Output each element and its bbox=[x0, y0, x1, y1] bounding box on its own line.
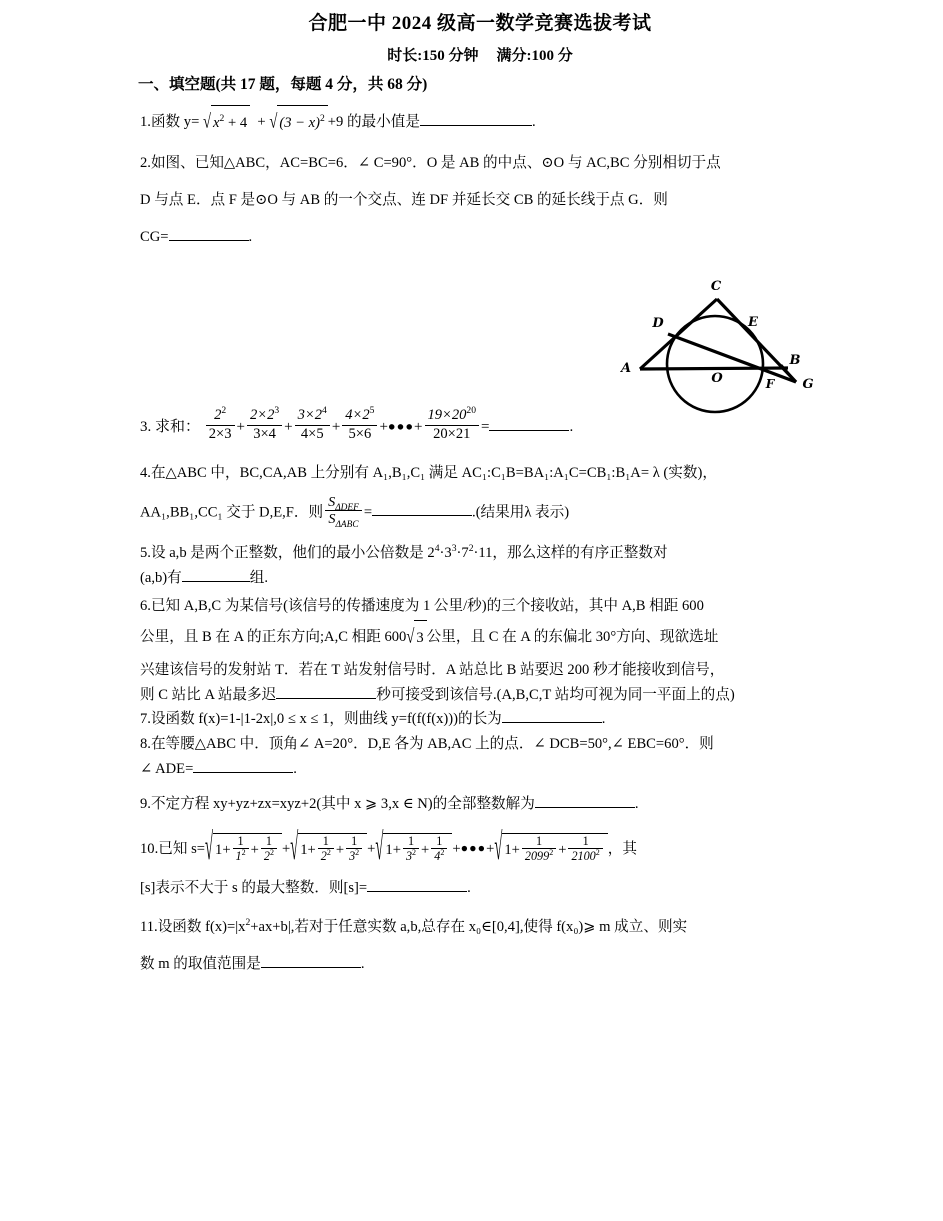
q6-radical: √ 3 bbox=[406, 620, 426, 655]
q4-den-S: S bbox=[328, 511, 336, 528]
q10-t1-f2-den: 2 bbox=[263, 849, 270, 864]
q8-answer-blank[interactable] bbox=[193, 772, 293, 773]
q5-line1-d: ·11，那么这样的有序正整数对 bbox=[473, 545, 668, 562]
q10-t3-one: 1 bbox=[385, 841, 393, 858]
q10-number: 10. bbox=[140, 840, 159, 857]
segment-AB bbox=[640, 368, 788, 369]
q4-den-sub: ΔABC bbox=[335, 520, 359, 531]
page-title: 合肥一中 2024 级高一数学竞赛选拔考试 bbox=[308, 13, 652, 34]
q3-t5-den: 20×21 bbox=[425, 425, 480, 443]
q5-line1-b: ·3 bbox=[439, 545, 452, 562]
question-10-line-2 bbox=[140, 872, 820, 905]
q6-line4-suffix: 秒可接受到该信号.(A,B,C,T 站均可视为同一平面上的点) bbox=[376, 686, 735, 703]
q10-t2-f1-num: 1 bbox=[322, 833, 329, 848]
q10-ellipsis: ●●● bbox=[460, 841, 487, 856]
q10-t1-f2: $\frac{1}{2^2}$ bbox=[261, 834, 277, 864]
question-11-line-2 bbox=[140, 948, 820, 981]
q3-t3-exp: 4 bbox=[322, 405, 327, 417]
q10-t1-f1-den: 1 bbox=[235, 849, 242, 864]
question-5-line-2 bbox=[140, 567, 820, 591]
question-2-line-3 bbox=[140, 221, 820, 254]
q3-t4-den: 5×6 bbox=[342, 425, 377, 443]
figure-label-E: E bbox=[748, 315, 758, 330]
q6-line2-b: 公里，且 C 在 A 的东偏北 30°方向、现欲选址 bbox=[426, 628, 719, 645]
q9-text: 不定方程 xy+yz+zx=xyz+2(其中 x ⩾ 3,x ∈ N)的全部整数解为 bbox=[150, 796, 535, 813]
q11-number: 11. bbox=[140, 919, 158, 936]
q3-t3-den: 4×5 bbox=[295, 425, 330, 443]
q10-period: . bbox=[467, 879, 471, 896]
q7-period: . bbox=[601, 711, 606, 728]
q6-line4-prefix: 则 C 站比 A 站最多迟 bbox=[140, 686, 277, 703]
q3-t2-den: 3×4 bbox=[247, 425, 282, 443]
q10-radical-2: √ 1+ $\frac{1}{2^2}$ + $\frac{1}{3^2}$ bbox=[290, 833, 367, 866]
q3-ellipsis: ●●● bbox=[387, 418, 415, 433]
q10-line2-a: [s]表示不大于 s 的最大整数．则[s]= bbox=[140, 879, 368, 896]
figure-label-F: F bbox=[765, 377, 775, 391]
figure-label-C: C bbox=[710, 279, 722, 294]
q10-t1-one: 1 bbox=[215, 841, 223, 858]
q3-term-4 bbox=[342, 407, 377, 442]
q1-rad1-exp: 2 bbox=[219, 113, 225, 125]
q5-line1-c: ·7 bbox=[456, 545, 469, 562]
q10-radical-last: √ 1+ $\frac{1}{2099^2}$ + $\frac{1}{2100^2}$ bbox=[494, 833, 607, 866]
geometry-diagram-svg bbox=[600, 272, 850, 424]
q6-line1: 已知 A,B,C 为某信号(该信号的传播速度为 1 公里/秒)的三个接收站，其中 A,B 相距 600 bbox=[150, 598, 704, 615]
q2-answer-blank[interactable] bbox=[169, 240, 249, 241]
figure-label-D: D bbox=[652, 316, 664, 331]
q6-line3: 兴建该信号的发射站 T．若在 T 站发射信号时．A 站总比 B 站要迟 200 秒才能接收到信号， bbox=[140, 661, 725, 678]
q10-t4-f1-den: 2099 bbox=[524, 849, 550, 864]
exam-total-score: 满分:100 分 bbox=[496, 47, 573, 64]
q2-line2: D 与点 E．点 F 是⊙O 与 AB 的一个交点、连 DF 并延长交 CB 的延长线于点 G．则 bbox=[140, 191, 668, 208]
q1-radical-1: √ $x^2 + 4$ bbox=[203, 105, 250, 140]
q5-answer-blank[interactable] bbox=[182, 581, 250, 582]
q1-rad2-body: (3 − x) bbox=[279, 115, 320, 132]
q9-number: 9. bbox=[140, 796, 151, 813]
q4-num-S: S bbox=[328, 493, 336, 510]
q8-period: . bbox=[293, 760, 297, 777]
question-1 bbox=[140, 105, 820, 140]
q11-period: . bbox=[360, 956, 365, 973]
q10-t1-f1: $\frac{1}{1^2}$ bbox=[233, 834, 249, 864]
q5-line2-prefix: (a,b)有 bbox=[140, 569, 182, 586]
q2-period: . bbox=[248, 228, 253, 245]
question-8-line-1 bbox=[140, 733, 820, 757]
question-2-figure bbox=[600, 272, 850, 424]
q1-number: 1. bbox=[140, 114, 151, 131]
q3-term-1 bbox=[206, 407, 235, 442]
q5-exp-1: 4 bbox=[434, 543, 440, 555]
q11-answer-blank[interactable] bbox=[261, 967, 361, 968]
figure-label-A: A bbox=[620, 361, 632, 376]
q3-t1-den: 2×3 bbox=[206, 425, 235, 443]
q3-t2-exp: 3 bbox=[274, 405, 280, 417]
q3-t1-num: 2 bbox=[214, 407, 222, 424]
q10-t3-f2: $\frac{1}{4^2}$ bbox=[431, 834, 447, 864]
q4-area-ratio bbox=[325, 493, 362, 531]
q2-line3-prefix: CG= bbox=[140, 228, 169, 245]
q11-line1-a: 设函数 f(x)=|x bbox=[157, 919, 246, 936]
q10-t1-f1-num: 1 bbox=[237, 833, 244, 848]
question-6-line-4 bbox=[140, 684, 820, 708]
q8-line1: 在等腰△ABC 中．顶角∠ A=20°．D,E 各为 AB,AC 上的点．∠ DCB=50°,∠ EBC=60°．则 bbox=[150, 735, 714, 752]
q1-lead: 函数 y= bbox=[150, 114, 200, 131]
q10-t3-f2-den: 4 bbox=[434, 849, 441, 864]
q4-number: 4. bbox=[140, 464, 151, 481]
question-4-line-2 bbox=[140, 493, 820, 531]
q10-t2-f1: $\frac{1}{2^2}$ bbox=[318, 834, 334, 864]
page-content bbox=[140, 12, 820, 985]
exam-meta bbox=[140, 47, 820, 67]
q1-rad1-body: x bbox=[213, 115, 220, 132]
q10-answer-blank[interactable] bbox=[367, 891, 467, 892]
segment-AC bbox=[640, 299, 717, 369]
q3-period: . bbox=[569, 418, 574, 435]
question-4-line-1 bbox=[140, 457, 820, 490]
q4-line2-suffix: .(结果用λ 表示) bbox=[472, 504, 570, 521]
q3-t3-num: 3×2 bbox=[297, 407, 323, 424]
q10-t4-f2-num: 1 bbox=[582, 833, 589, 848]
question-10-line-1: 10. 已知 s= √ 1+ $\frac{1}{1^2}$ + $\frac{1}{2^2}$ + √ 1+ $\frac{1}{2^2}$ + $\frac{1}{3^2}$ + √ 1+ $\frac{1}{3^2}$ + $\frac{1}{4^2}$ + ●●● + √ 1+ $\frac{1}{2099^2}$ + $\frac{1}{2100^2}$ ，其 bbox=[140, 827, 637, 870]
q3-t4-exp: 5 bbox=[369, 405, 375, 417]
q10-t3-f2-num: 1 bbox=[436, 833, 443, 848]
q6-number: 6. bbox=[140, 598, 151, 615]
q5-line1-a: 设 a,b 是两个正整数，他们的最小公倍数是 2 bbox=[150, 545, 435, 562]
q11-line2-prefix: 数 m 的取值范围是 bbox=[140, 956, 261, 973]
q4-equals: = bbox=[363, 504, 373, 521]
question-8-line-2 bbox=[140, 758, 820, 782]
q10-t2-f2-num: 1 bbox=[351, 833, 358, 848]
exam-duration: 时长:150 分钟 bbox=[387, 47, 479, 64]
q4-line1: 在△ABC 中，BC,CA,AB 上分别有 A₁,B₁,C₁ 满足 AC₁:C₁B=BA₁:A₁C=CB₁:B₁A= λ (实数)， bbox=[150, 464, 717, 481]
question-6-line-3 bbox=[140, 659, 820, 683]
q3-term-3 bbox=[295, 407, 330, 442]
q10-tail: ，其 bbox=[607, 840, 637, 857]
q1-period: . bbox=[531, 114, 536, 131]
q3-lead: 求和： bbox=[155, 418, 201, 435]
q1-answer-blank[interactable] bbox=[420, 125, 532, 126]
q4-line2-prefix: AA₁,BB₁,CC₁ 交于 D,E,F．则 bbox=[140, 504, 324, 521]
q11-exp: 2 bbox=[245, 917, 251, 929]
figure-label-G: G bbox=[802, 377, 814, 392]
q6-line2-a: 公里，且 B 在 A 的正东方向;A,C 相距 600 bbox=[140, 628, 407, 645]
q10-t3-f1: $\frac{1}{3^2}$ bbox=[403, 834, 419, 864]
q3-number: 3. bbox=[140, 418, 155, 435]
q1-rad2-exp: 2 bbox=[319, 113, 325, 125]
question-3: 3. 求和： $\frac{2^2}{2\times 3}$ + $\frac{2\times 2^3}{3\times 4}$ + $\frac{3\times 2^4}{4\times 5}$ + $\frac{4\times 2^5}{5\times 6}$ +●●●+ $\frac{19\times 20^{20}}{20\times 21}$ = . bbox=[140, 405, 574, 442]
question-11-line-1 bbox=[140, 911, 820, 944]
q2-line1: 如图、已知△ABC，AC=BC=6．∠ C=90°．O 是 AB 的中点、⊙O 与 AC,BC 分别相切于点 bbox=[150, 155, 721, 172]
q10-radical-1: √ 1+ $\frac{1}{1^2}$ + $\frac{1}{2^2}$ bbox=[205, 833, 282, 866]
question-6-line-1 bbox=[140, 595, 820, 619]
figure-label-B: B bbox=[789, 353, 801, 368]
q1-plus: + bbox=[257, 114, 266, 131]
q10-t3-f1-den: 3 bbox=[405, 849, 413, 864]
q5-line2-suffix: 组. bbox=[249, 569, 268, 586]
q8-line2-prefix: ∠ ADE= bbox=[140, 760, 194, 777]
q9-period: . bbox=[634, 796, 639, 813]
q3-equals: = bbox=[481, 418, 490, 435]
q6-answer-blank[interactable] bbox=[276, 698, 376, 699]
section-heading: 一、填空题(共 17 题，每题 4 分，共 68 分) bbox=[138, 76, 428, 94]
q10-t4-f2: $\frac{1}{2100^2}$ bbox=[568, 834, 602, 864]
q3-t5-exp: 20 bbox=[466, 405, 477, 417]
q1-radical-2: √ $(3 - x)^2$ bbox=[269, 105, 327, 140]
q4-answer-blank[interactable] bbox=[372, 515, 472, 516]
q10-t2-f2-den: 3 bbox=[349, 849, 356, 864]
q4-num-sub: ΔDEF bbox=[335, 502, 359, 513]
q9-answer-blank[interactable] bbox=[535, 807, 635, 808]
q10-t2-f2: $\frac{1}{3^2}$ bbox=[346, 834, 362, 864]
q3-t5-num: 19×20 bbox=[427, 407, 467, 424]
q3-answer-blank[interactable] bbox=[489, 430, 569, 431]
q5-exp-3: 2 bbox=[468, 543, 474, 555]
question-2-line-2 bbox=[140, 184, 820, 217]
q10-t4-f1-num: 1 bbox=[536, 833, 543, 848]
question-5-line-1 bbox=[140, 542, 820, 566]
q3-term-2 bbox=[247, 407, 282, 442]
question-2-line-1 bbox=[140, 147, 820, 180]
segment-DFG bbox=[668, 334, 796, 382]
q6-radicand: 3 bbox=[414, 620, 426, 655]
q1-tail: +9 的最小值是 bbox=[327, 114, 420, 131]
q10-t4-one: 1 bbox=[504, 841, 512, 858]
q10-t2-f1-den: 2 bbox=[320, 849, 327, 864]
q10-radical-3: √ 1+ $\frac{1}{3^2}$ + $\frac{1}{4^2}$ bbox=[375, 833, 452, 866]
figure-label-O: O bbox=[711, 371, 723, 386]
q10-lead: 已知 s= bbox=[158, 840, 205, 857]
q7-number: 7. bbox=[140, 711, 151, 728]
q10-t3-f1-num: 1 bbox=[407, 833, 415, 848]
q10-t4-f2-den: 2100 bbox=[571, 849, 596, 864]
q10-t2-one: 1 bbox=[300, 841, 308, 858]
q7-text: 设函数 f(x)=1-|1-2x|,0 ≤ x ≤ 1，则曲线 y=f(f(f(x)))的长为 bbox=[150, 711, 502, 728]
q10-t4-f1: $\frac{1}{2099^2}$ bbox=[522, 834, 556, 864]
question-9 bbox=[140, 793, 820, 817]
q3-t1-exp: 2 bbox=[221, 405, 227, 417]
q7-answer-blank[interactable] bbox=[502, 722, 602, 723]
q8-number: 8. bbox=[140, 735, 151, 752]
q5-number: 5. bbox=[140, 545, 151, 562]
q3-term-last bbox=[425, 407, 480, 442]
question-6-line-2 bbox=[140, 620, 820, 655]
q5-exp-2: 3 bbox=[451, 543, 457, 555]
q1-rad1-tail: + 4 bbox=[224, 115, 248, 132]
q3-t2-num: 2×2 bbox=[250, 407, 275, 424]
q3-t4-num: 4×2 bbox=[345, 407, 370, 424]
q11-line1-b: +ax+b|,若对于任意实数 a,b,总存在 x₀∈[0,4],使得 f(x₀)⩾ m 成立、则实 bbox=[250, 919, 688, 936]
q10-t1-f2-num: 1 bbox=[265, 833, 272, 848]
q2-number: 2. bbox=[140, 155, 151, 172]
question-7 bbox=[140, 708, 820, 732]
